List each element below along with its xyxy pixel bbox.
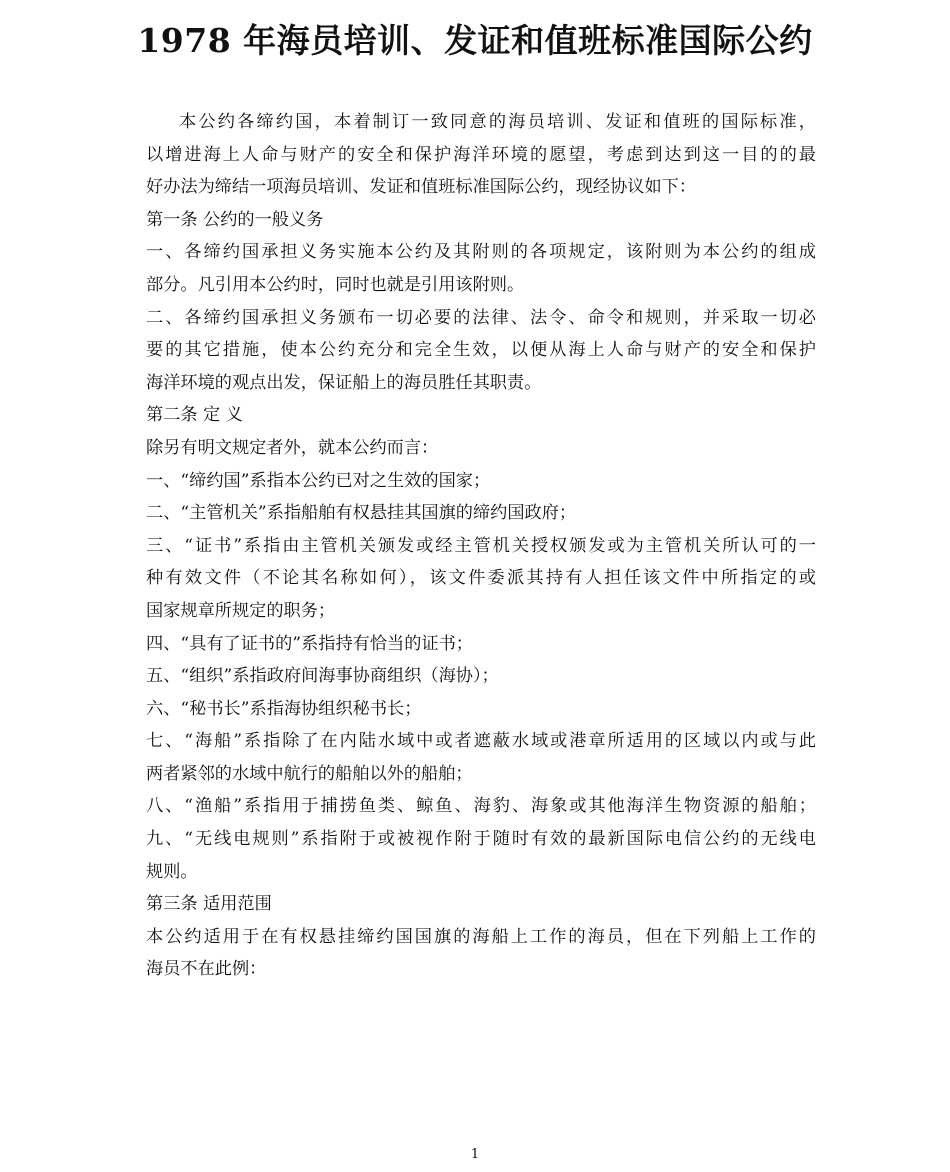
definition-6: 六、“秘书长”系指海协组织秘书长； [146,698,422,719]
definition-2: 二、“主管机关”系指船舶有权悬挂其国旗的缔约国政府； [146,503,577,524]
article-3-heading: 第三条 适用范围 [146,894,272,915]
definition-3-line-1: 三、“证书”系指由主管机关颁发或经主管机关授权颁发或为主管机关所认可的一 [146,535,816,556]
article-1-clause-2-line-3: 海洋环境的观点出发，保证船上的海员胜任其职责。 [146,372,542,393]
article-1-heading: 第一条 公约的一般义务 [146,209,324,230]
definition-1: 一、“缔约国”系指本公约已对之生效的国家； [146,470,491,491]
definition-9-line-2: 规则。 [146,861,198,882]
definition-5: 五、“组织”系指政府间海事协商组织（海协）； [146,666,499,687]
article-1-clause-2-line-2: 要的其它措施，使本公约充分和完全生效，以便从海上人命与财产的安全和保护 [146,340,816,361]
page-number: 1 [470,1147,480,1162]
definition-7-line-2: 两者紧邻的水域中航行的船舶以外的船舶； [146,763,473,784]
article-1-clause-2-line-1: 二、各缔约国承担义务颁布一切必要的法律、法令、命令和规则，并采取一切必 [146,307,816,328]
definition-3-line-2: 种有效文件（不论其名称如何），该文件委派其持有人担任该文件中所指定的或 [146,568,816,589]
definition-7-line-1: 七、“海船”系指除了在内陆水域中或者遮蔽水域或港章所适用的区域以内或与此 [146,731,816,752]
preamble-line-3: 好办法为缔结一项海员培训、发证和值班标准国际公约，现经协议如下： [146,177,697,198]
article-3-line-2: 海员不在此例： [146,959,267,980]
document-body [146,106,816,986]
document-title: 1978 年海员培训、发证和值班标准国际公约 [137,21,813,60]
article-3-line-1: 本公约适用于在有权悬挂缔约国国旗的海船上工作的海员，但在下列船上工作的 [146,926,816,947]
article-2-intro: 除另有明文规定者外，就本公约而言： [146,437,439,458]
definition-8: 八、“渔船”系指用于捕捞鱼类、鲸鱼、海豹、海象或其他海洋生物资源的船舶； [146,796,816,817]
preamble-line-1: 本公约各缔约国，本着制订一致同意的海员培训、发证和值班的国际标准， [179,112,816,132]
definition-3-line-3: 国家规章所规定的职务； [146,600,336,621]
definition-4: 四、“具有了证书的”系指持有恰当的证书； [146,633,473,654]
definition-9-line-1: 九、“无线电规则”系指附于或被视作附于随时有效的最新国际电信公约的无线电 [146,829,816,850]
article-2-heading: 第二条 定 义 [146,405,243,426]
article-1-clause-1-line-1: 一、各缔约国承担义务实施本公约及其附则的各项规定，该附则为本公约的组成 [146,242,816,263]
article-1-clause-1-line-2: 部分。凡引用本公约时，同时也就是引用该附则。 [146,274,525,295]
preamble-line-2: 以增进海上人命与财产的安全和保护海洋环境的愿望，考虑到达到这一目的的最 [146,144,816,165]
